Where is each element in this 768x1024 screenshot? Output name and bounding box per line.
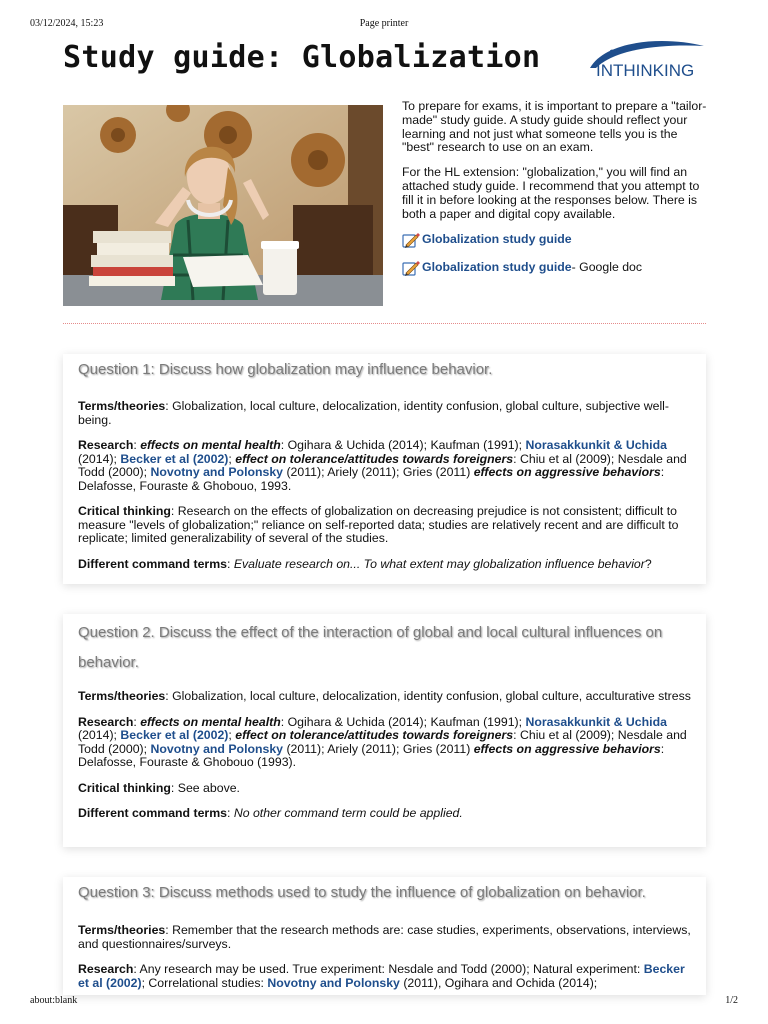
command-label: Different command terms (78, 806, 227, 820)
novotny-link[interactable]: Novotny and Polonsky (150, 741, 284, 756)
print-header (30, 18, 738, 30)
research-category: effect on tolerance/attitudes towards foreigners (235, 728, 514, 742)
question-1-research: Research: effects on mental health: Ogihara & Uchida (2014); Kaufman (1991); Norasakkunkit & Uchida (2014); Becker et al (2002); effect on tolerance/attitudes towards foreigners: Chiu et al (2009); Nesdale and Todd (2000); Novotny and Polonsky (2011); Ariely (2011); Gries (2011) effects on aggressive behaviors: Delafosse, Fouraste & Ghobouo, 1993. (78, 438, 687, 493)
question-3-title: Question 3: Discuss methods used to study the influence of globalization on behavior. (78, 884, 646, 901)
study-guide-link[interactable]: Globalization study guide (422, 232, 572, 247)
question-2-title: Question 2. Discuss the effect of the interaction of global and local cultural influences on behavior. (78, 624, 663, 671)
section-divider (63, 323, 706, 324)
becker-link[interactable]: Becker et al (2002) (78, 962, 685, 990)
print-datetime: 03/12/2024, 15:23 (30, 18, 104, 29)
research-label: Research (78, 714, 134, 729)
intro-paragraph-1: To prepare for exams, it is important to prepare a "tailor-made" study guide. A study guide should reflect your learning and not just what someone tells you is the "best" research to use on an exam. (402, 99, 707, 155)
question-1-title: Question 1: Discuss how globalization may influence behavior. (78, 361, 493, 378)
question-3-terms: Terms/theories: Remember that the research methods are: case studies, experiments, observations, interviews, and questionnaires/surveys. (78, 923, 691, 951)
question-1-terms (78, 400, 691, 427)
print-page-number: 1/2 (725, 995, 738, 1006)
student-studying-photo (63, 105, 383, 306)
research-category: effect on tolerance/attitudes towards foreigners (235, 451, 514, 466)
norasakkunkit-link[interactable]: Norasakkunkit & Uchida (525, 714, 667, 729)
novotny-link[interactable]: Novotny and Polonsky (267, 975, 400, 990)
question-2-command: Different command terms: No other command term could be applied. (78, 806, 463, 820)
pencil-document-icon (402, 260, 420, 276)
becker-link[interactable]: Becker et al (2002) (120, 451, 229, 466)
question-1-command: Different command terms: Evaluate research on... To what extent may globalization influence behavior? (78, 556, 652, 571)
norasakkunkit-link[interactable]: Norasakkunkit & Uchida (525, 438, 667, 452)
question-1-critical: Critical thinking: Research on the effects of globalization on decreasing prejudice is not consistent; difficult to measure "levels of globalization;" reliance on self-reported data; studies are relatively recent and are difficult to replicate; limited generalizability of several of the studies. (78, 504, 679, 545)
question-3-card (63, 877, 706, 995)
download-link-row (402, 260, 712, 276)
question-2-terms: Terms/theories: Globalization, local culture, delocalization, identity confusion, global culture, acculturative stress (78, 689, 691, 703)
page-title: Study guide: Globalization (63, 40, 541, 75)
download-link-row (402, 232, 712, 248)
question-3-research: Research: Any research may be used. True experiment: Nesdale and Todd (2000); Natural experiment: Becker et al (2002); Correlational studies: Novotny and Polonsky (2011), Ogihara and Ochida (2014); (78, 962, 685, 990)
pencil-document-icon (402, 232, 420, 248)
question-1-card (63, 354, 706, 584)
research-category: effects on aggressive behaviors (473, 741, 661, 756)
terms-text: : Globalization, local culture, delocalization, identity confusion, global culture, subjective well-being. (78, 399, 670, 427)
research-category: effects on mental health (140, 438, 281, 452)
question-2-card (63, 614, 706, 847)
research-category: effects on aggressive behaviors (473, 465, 661, 479)
print-footer (30, 995, 738, 1007)
intro-section (402, 100, 712, 288)
question-2-research: Research: effects on mental health: Ogihara & Uchida (2014); Kaufman (1991); Norasakkunkit & Uchida (2014); Becker et al (2002); effect on tolerance/attitudes towards foreigners: Chiu et al (2009); Nesdale and Todd (2000); Novotny and Polonsky (2011); Ariely (2011); Gries (2011) effects on aggressive behaviors: Delafosse, Fouraste & Ghobouo (1993). (78, 714, 687, 769)
novotny-link[interactable]: Novotny and Polonsky (150, 465, 284, 479)
terms-label: Terms/theories (78, 689, 166, 703)
research-category: effects on mental health (140, 714, 281, 729)
study-guide-google-doc-link[interactable]: Globalization study guide (422, 260, 572, 275)
research-label: Research (78, 438, 134, 452)
print-url: about:blank (30, 995, 78, 1006)
critical-label: Critical thinking (78, 780, 171, 795)
inthinking-logo (582, 38, 706, 82)
google-doc-suffix: - Google doc (571, 260, 643, 275)
terms-label: Terms/theories (78, 923, 166, 937)
command-label: Different command terms (78, 556, 227, 571)
critical-label: Critical thinking (78, 504, 171, 518)
research-label: Research (78, 962, 134, 976)
terms-label: Terms/theories (78, 399, 166, 413)
print-title: Page printer (359, 18, 409, 29)
intro-paragraph-2: For the HL extension: "globalization," you will find an attached study guide. I recommend that you attempt to fill it in before looking at the responses below. There is both a paper and digital copy available. (402, 165, 700, 221)
becker-link[interactable]: Becker et al (2002) (120, 728, 229, 742)
logo-text: INTHINKING (596, 61, 695, 80)
question-2-critical: Critical thinking: See above. (78, 780, 240, 795)
